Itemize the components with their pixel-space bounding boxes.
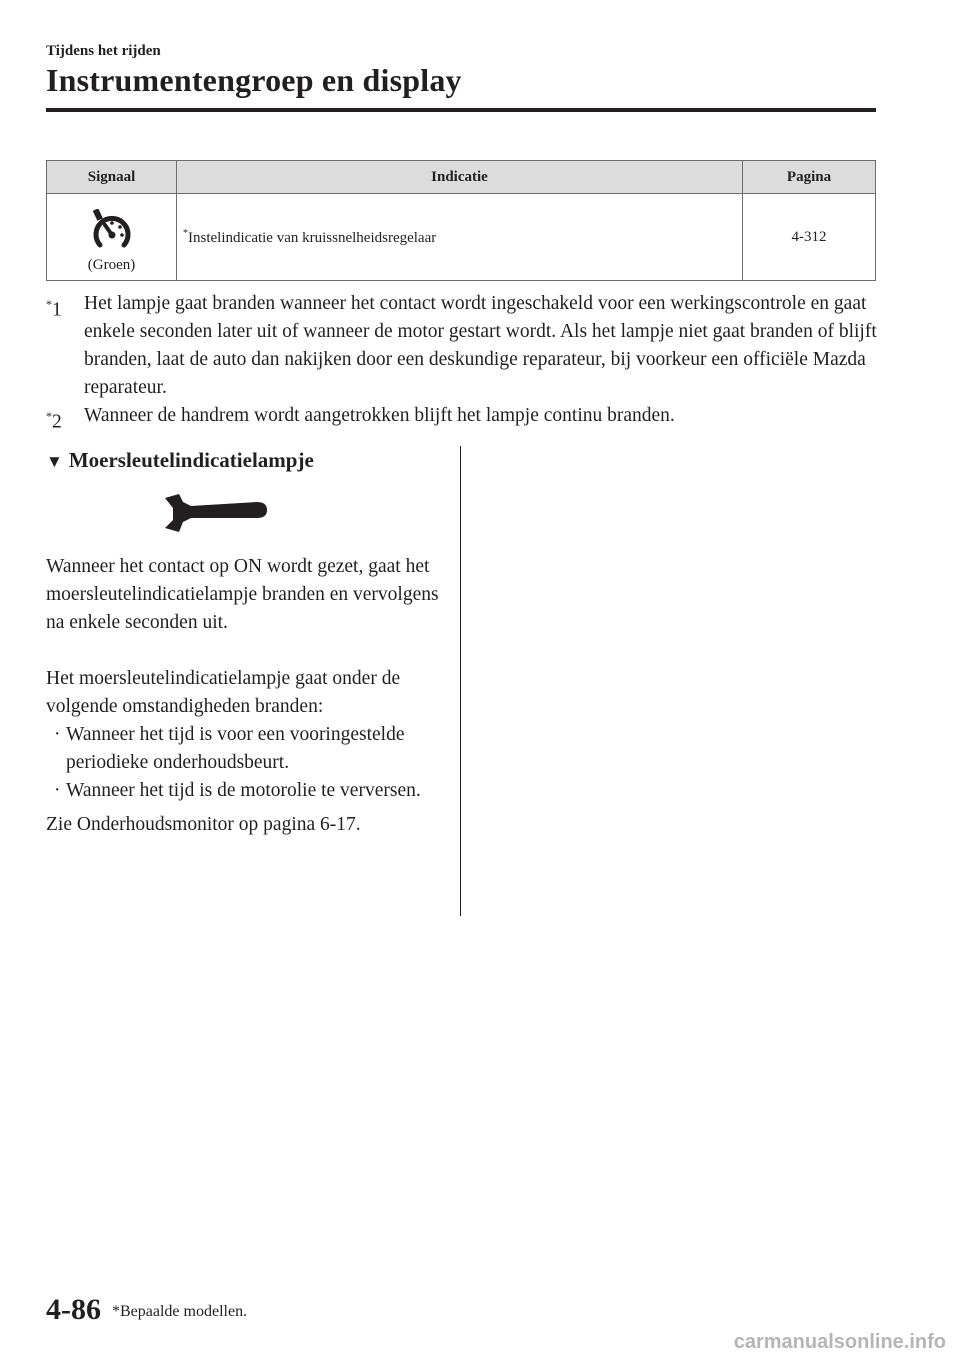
chapter-title: Instrumentengroep en display [46, 62, 462, 98]
wrench-icon-wrap [0, 490, 446, 545]
signal-cell [47, 194, 177, 281]
page-note: *Bepaalde modellen. [112, 1303, 248, 1320]
table-row [47, 194, 876, 281]
footnote-text: Het lampje gaat branden wanneer het contact wordt ingeschakeld voor een werkingscontrole en gaat enkele seconden later uit of wanneer de motor gestart wordt. Als het lampje niet gaat branden of blijft branden, laat de auto dan nakijken door een deskundige reparateur, bij voorkeur een officiële Mazda reparateur. [84, 293, 877, 398]
bullet-dot: · [54, 780, 61, 801]
page-number: 4-86 [46, 1293, 101, 1326]
column-divider [460, 446, 461, 916]
column-header-indication: Indicatie [177, 161, 743, 194]
watermark: carmanualsonline.info [733, 1331, 946, 1353]
section-label: Tijdens het rijden [46, 43, 161, 59]
footnote-2 [46, 402, 886, 433]
footnote-marker: *2 [46, 409, 62, 433]
column-header-page: Pagina [743, 161, 876, 194]
table-header-row [47, 161, 876, 194]
section-heading: ▼ Moersleutelindicatielampje [46, 448, 314, 472]
footnote-1 [46, 290, 886, 402]
left-column [46, 446, 446, 839]
column-header-signal: Signaal [47, 161, 177, 194]
signal-caption: (Groen) [87, 256, 136, 273]
indication-text: Instelindicatie van kruissnelheidsregelaar [188, 229, 437, 246]
page-reference: 4-312 [743, 194, 876, 281]
footnotes [46, 290, 886, 433]
paragraph-intro: Wanneer het contact op ON wordt gezet, gaat het moersleutelindicatielampje branden en vervolgens na enkele seconden uit. [46, 556, 439, 633]
list-item: · Wanneer het tijd is de motorolie te verversen. [46, 777, 446, 805]
bullet-dot: · [54, 724, 61, 745]
cruise-control-set-icon [88, 209, 136, 253]
signal-table [46, 160, 876, 281]
list-item: · Wanneer het tijd is voor een vooringestelde periodieke onderhoudsbeurt. [46, 721, 446, 777]
reference-text: Zie Onderhoudsmonitor op pagina 6-17. [46, 814, 361, 835]
footnote-text: Wanneer de handrem wordt aangetrokken blijft het lampje continu branden. [84, 405, 675, 426]
model-marker: * [183, 227, 188, 239]
paragraph-conditions: Het moersleutelindicatielampje gaat onder de volgende omstandigheden branden: [46, 668, 401, 717]
wrench-icon [161, 490, 271, 536]
footnote-marker: *1 [46, 297, 62, 321]
indication-cell [177, 194, 743, 281]
title-rule [46, 108, 876, 112]
heading-triangle-icon: ▼ [46, 452, 63, 471]
